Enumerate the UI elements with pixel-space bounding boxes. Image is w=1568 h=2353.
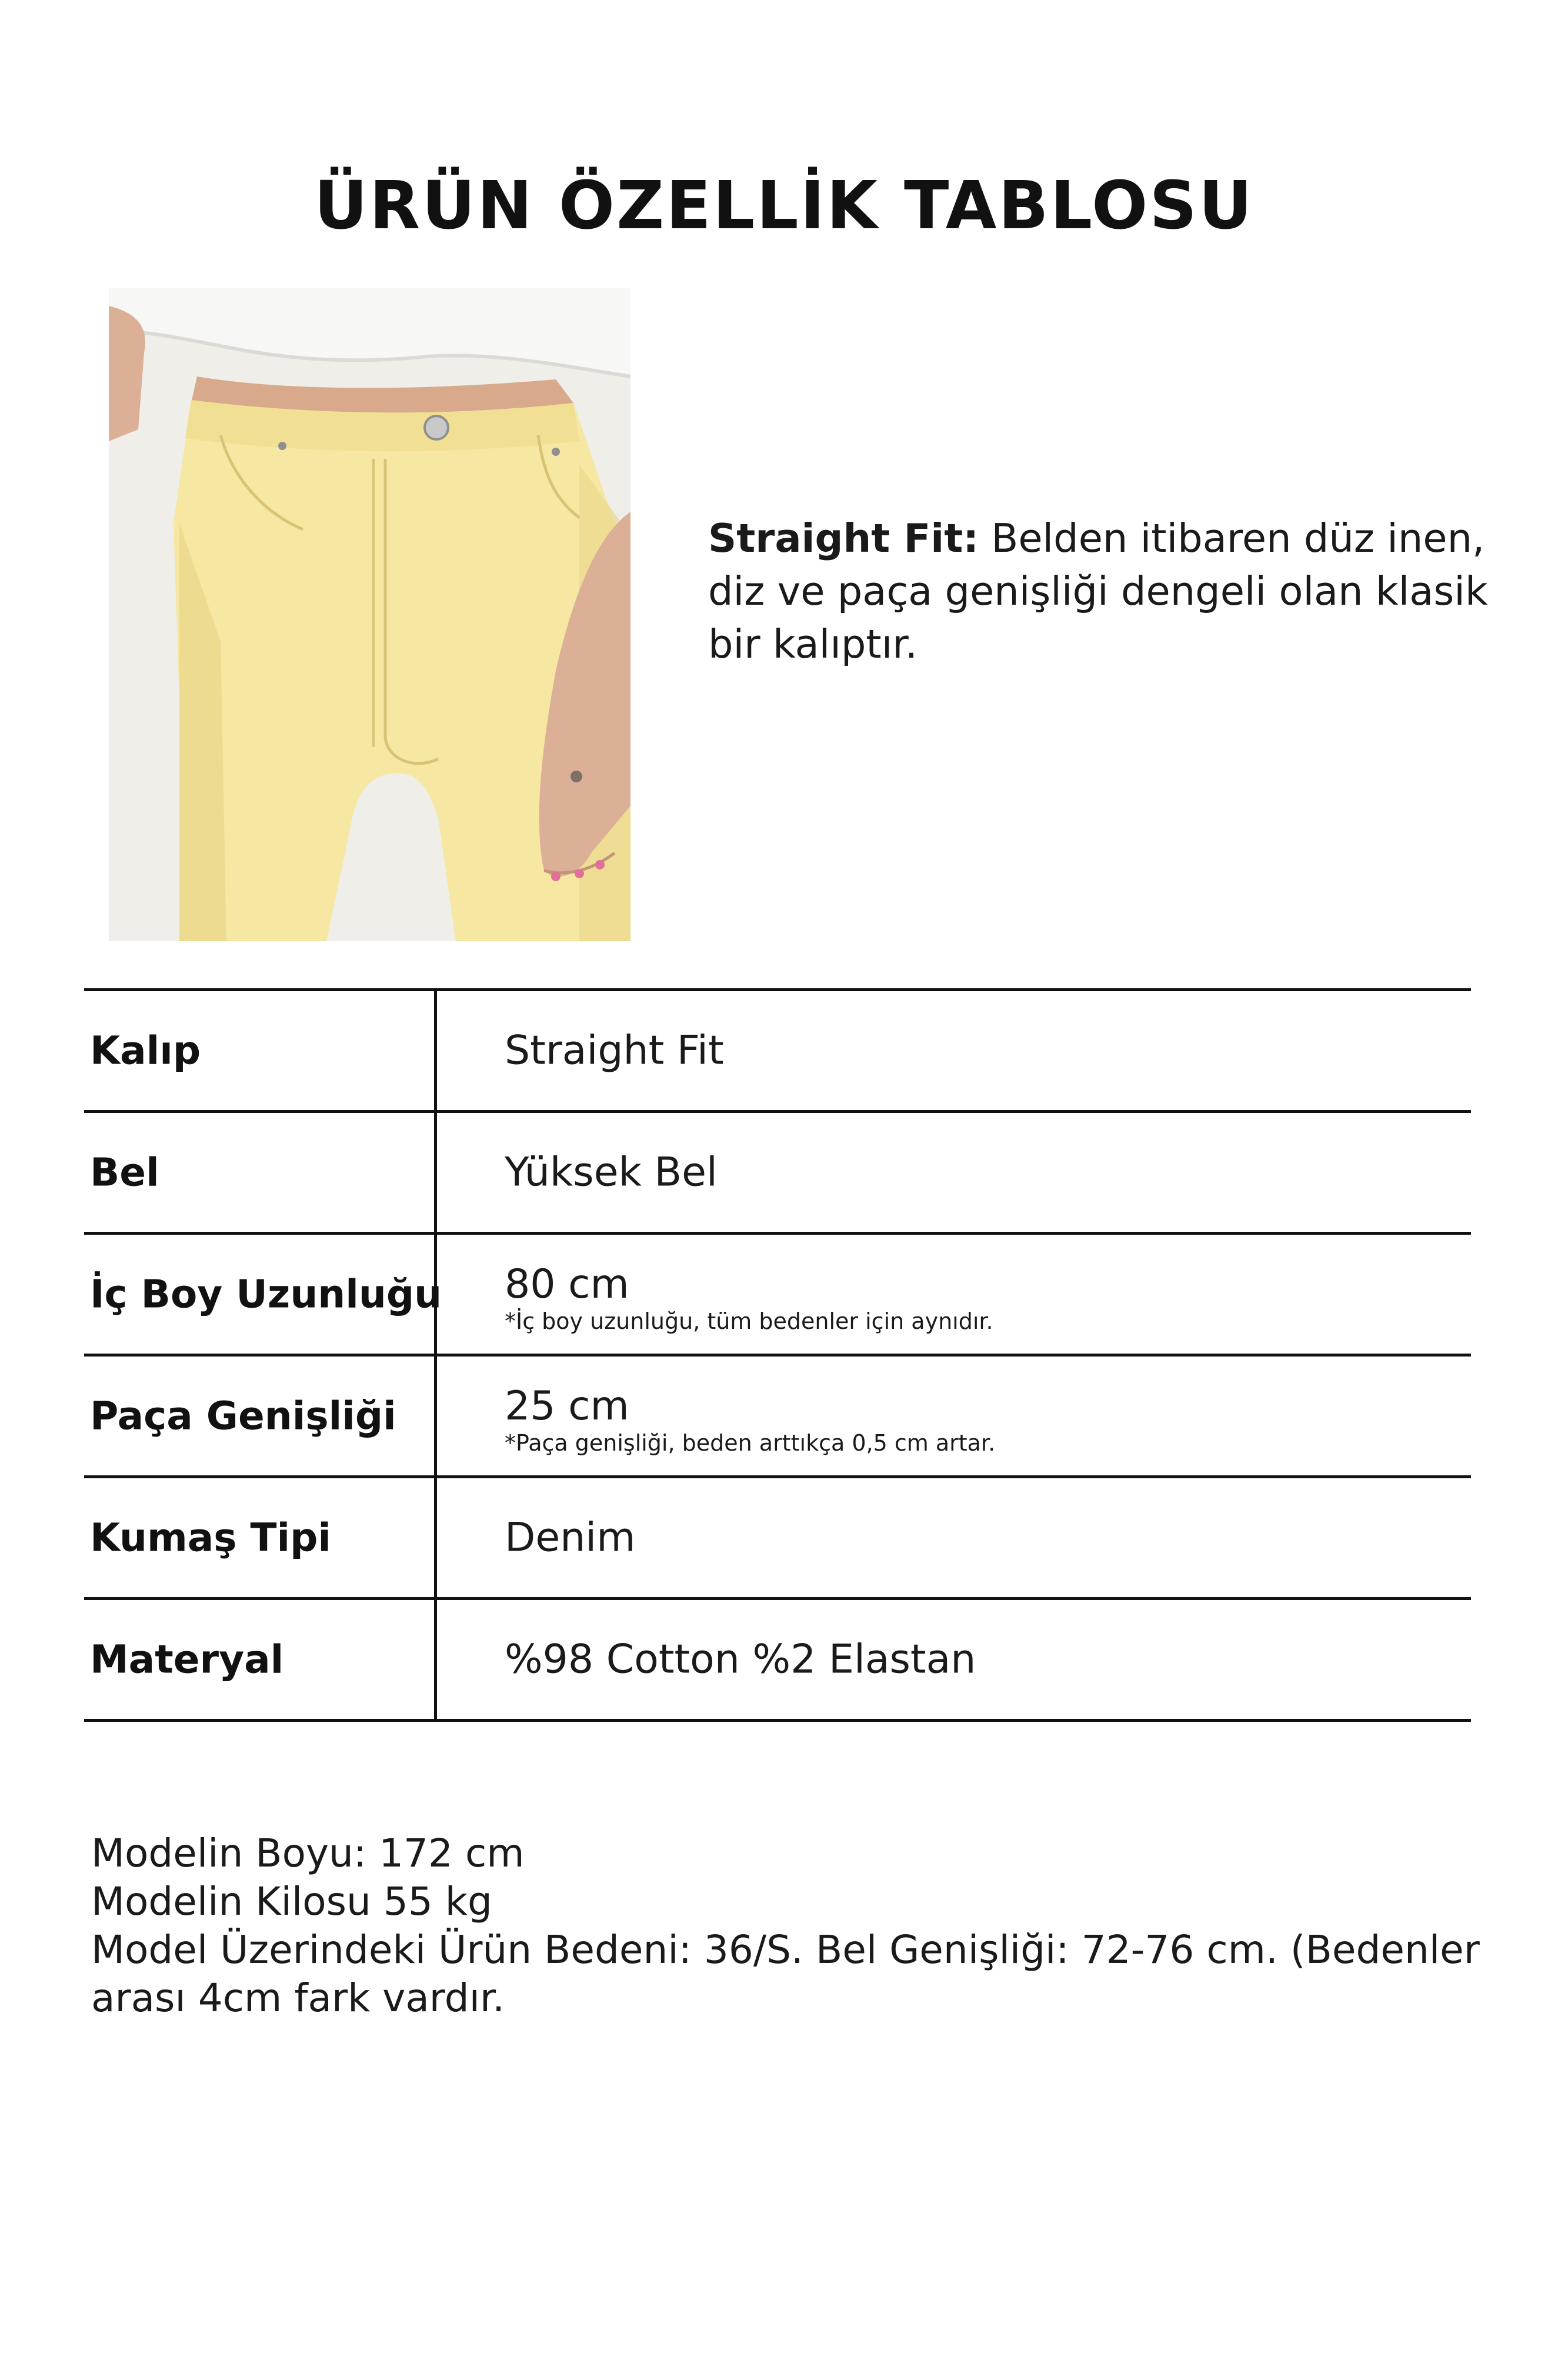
product-photo (109, 288, 630, 941)
column-divider (434, 991, 437, 1110)
spec-label: İç Boy Uzunluğu (90, 1271, 442, 1317)
spec-value: 25 cm (505, 1383, 629, 1429)
spec-value: %98 Cotton %2 Elastan (505, 1636, 976, 1683)
spec-value: 80 cm (505, 1261, 629, 1308)
fit-term: Straight Fit: (708, 515, 979, 561)
spec-value: Denim (505, 1514, 636, 1561)
model-height: Modelin Boyu: 172 cm (91, 1831, 525, 1876)
page-title: ÜRÜN ÖZELLİK TABLOSU (314, 168, 1254, 244)
column-divider (434, 1600, 437, 1719)
spec-value: Straight Fit (505, 1027, 724, 1074)
spec-row-ic-boy (84, 1235, 1471, 1357)
column-divider (434, 1478, 437, 1597)
model-size: Model Üzerindeki Ürün Bedeni: 36/S. Bel Genişliği: 72-76 cm. (Bedenler arası 4cm fark vardır. (91, 1927, 1480, 2021)
spec-note: *İç boy uzunluğu, tüm bedenler için aynıdır. (505, 1308, 993, 1334)
spec-row-materyal (84, 1600, 1471, 1722)
spec-row-kumas (84, 1478, 1471, 1600)
model-weight: Modelin Kilosu 55 kg (91, 1879, 492, 1924)
spec-note: *Paça genişliği, beden arttıkça 0,5 cm artar. (505, 1430, 996, 1456)
model-info (91, 1829, 1491, 2022)
spec-row-bel (84, 1113, 1471, 1235)
spec-table (84, 988, 1471, 1722)
fit-text: Belden itibaren düz inen, diz ve paça genişliği dengeli olan klasik bir kalıptır. (708, 515, 1488, 667)
column-divider (434, 1357, 437, 1475)
yellow-jeans-image (109, 288, 630, 941)
spec-row-kalip (84, 991, 1471, 1113)
spec-label: Bel (90, 1149, 159, 1195)
column-divider (434, 1113, 437, 1232)
spec-label: Paça Genişliği (90, 1393, 396, 1439)
spec-label: Kumaş Tipi (90, 1515, 332, 1561)
spec-label: Kalıp (90, 1028, 201, 1074)
spec-row-paca (84, 1357, 1471, 1478)
spec-value: Yüksek Bel (505, 1149, 718, 1196)
spec-label: Materyal (90, 1637, 284, 1682)
fit-description (708, 512, 1490, 671)
